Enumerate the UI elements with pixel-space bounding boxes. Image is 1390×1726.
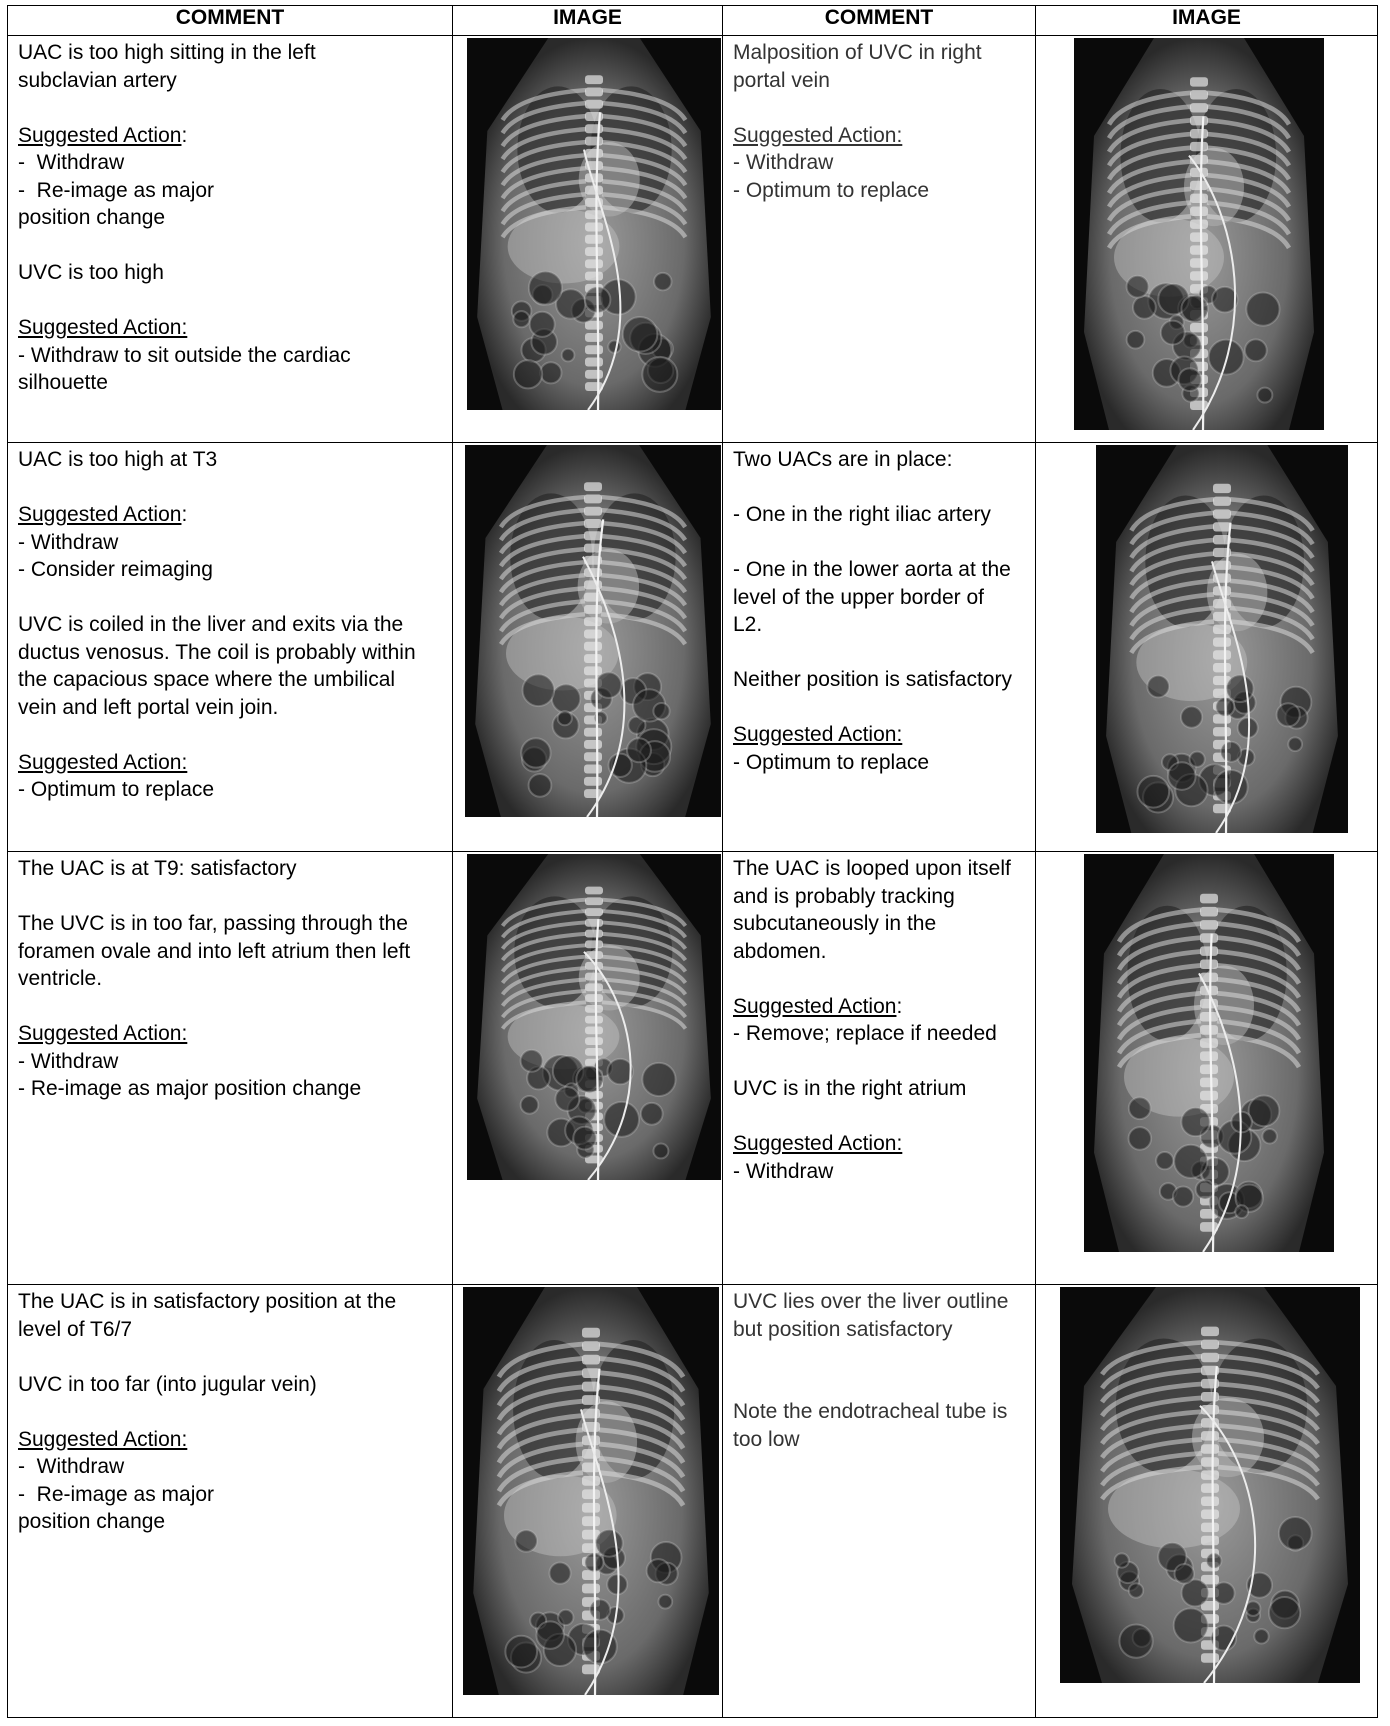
comment-cell-right: [723, 1285, 1036, 1718]
comment-line: [18, 474, 442, 502]
comment-line: [18, 342, 442, 370]
comment-line: [18, 965, 442, 993]
comment-text: Two UACs are in place:: [733, 448, 953, 471]
suggested-action-heading: Suggested Action:: [18, 750, 188, 774]
image-cell-left: [453, 1285, 723, 1718]
comment-text: Note the endotracheal tube is: [733, 1400, 1008, 1423]
comment-line: [733, 1020, 1025, 1048]
comment-text: portal vein: [733, 68, 830, 92]
comment-text: too low: [733, 1427, 800, 1451]
comment-line: [18, 149, 442, 177]
comment-text: - Withdraw: [18, 1049, 119, 1073]
comment-cell-left: [8, 852, 453, 1285]
comment-text: - One in the right iliac artery: [733, 503, 991, 526]
comment-line: [18, 177, 442, 205]
comment-line: [733, 639, 1025, 667]
table-row: [8, 443, 1378, 852]
comment-line: [733, 666, 1025, 694]
comment-line: [733, 1426, 1025, 1454]
comment-text: Malposition of UVC in right: [733, 41, 982, 64]
comment-text: - Re-image as major: [18, 178, 215, 202]
comment-line: [733, 446, 1025, 474]
image-cell-right: [1036, 36, 1378, 443]
xray-image: [463, 1287, 719, 1695]
comment-text: - Withdraw: [733, 1159, 834, 1183]
comment-line: [733, 938, 1025, 966]
comment-text: subcutaneously in the: [733, 912, 937, 935]
comment-text: - Optimum to replace: [733, 178, 930, 202]
comment-text: - Withdraw: [18, 530, 119, 554]
comment-line: [18, 39, 442, 67]
comment-text-suffix: :: [896, 994, 903, 1018]
comment-text: and is probably tracking: [733, 884, 955, 908]
comment-line: [733, 39, 1025, 67]
comment-line: [18, 94, 442, 122]
comment-text: - Consider reimaging: [18, 558, 213, 581]
comment-text: subclavian artery: [18, 68, 177, 92]
xray-image: [467, 854, 721, 1180]
comment-line: [733, 94, 1025, 122]
comment-line: [733, 67, 1025, 95]
comment-line: [18, 1316, 442, 1344]
comment-text: UVC in too far (into jugular vein): [18, 1372, 317, 1396]
comment-line: [733, 529, 1025, 557]
comment-line: [18, 776, 442, 804]
xray-image: [467, 38, 721, 410]
comment-line: [18, 204, 442, 232]
comment-cell-right: [723, 852, 1036, 1285]
comment-cell-right: [723, 443, 1036, 852]
comment-line: [733, 122, 1025, 150]
comment-line: [18, 287, 442, 315]
suggested-action-heading: Suggested Action: [733, 994, 897, 1018]
comment-line: [18, 1020, 442, 1048]
comment-line: [18, 1508, 442, 1536]
comment-text: - Withdraw: [18, 151, 125, 174]
xray-image: [1060, 1287, 1360, 1683]
comment-line: [18, 721, 442, 749]
comment-text: L2.: [733, 613, 763, 636]
comment-text: - Optimum to replace: [18, 778, 215, 801]
comment-text: abdomen.: [733, 939, 827, 963]
comment-line: [18, 1481, 442, 1509]
suggested-action-heading: Suggested Action:: [18, 316, 188, 339]
comment-cell-left: [8, 1285, 453, 1718]
comment-text: level of T6/7: [18, 1317, 133, 1341]
comment-text: foramen ovale and into left atrium then left: [18, 939, 411, 963]
comment-text: UVC is in the right atrium: [733, 1077, 967, 1100]
header-image: IMAGE: [1036, 6, 1378, 36]
suggested-action-heading: Suggested Action:: [733, 123, 903, 147]
comment-line: [18, 938, 442, 966]
xray-image: [1074, 38, 1324, 430]
comment-line: [18, 584, 442, 612]
comment-line: [733, 474, 1025, 502]
comment-line: [733, 611, 1025, 639]
comment-line: [733, 749, 1025, 777]
comment-cell-left: [8, 443, 453, 852]
comment-text: The UAC is at T9: satisfactory: [18, 857, 297, 880]
table-row: [8, 36, 1378, 443]
suggested-action-heading: Suggested Action:: [18, 1022, 188, 1045]
comment-text: the capacious space where the umbilical: [18, 668, 396, 691]
catheter-position-table: [7, 5, 1378, 1718]
image-cell-left: [453, 36, 723, 443]
comment-line: [18, 1398, 442, 1426]
comment-text-suffix: :: [181, 123, 188, 147]
comment-text: UVC is too high: [18, 261, 164, 284]
comment-text: - Withdraw to sit outside the cardiac: [18, 343, 351, 367]
comment-line: [18, 749, 442, 777]
header-comment: COMMENT: [723, 6, 1036, 36]
comment-line: [18, 259, 442, 287]
comment-line: [733, 1316, 1025, 1344]
comment-line: [18, 1426, 442, 1454]
comment-line: [18, 369, 442, 397]
comment-text: position change: [18, 206, 166, 229]
comment-line: [18, 993, 442, 1021]
xray-image: [1084, 854, 1334, 1252]
comment-cell-right: [723, 36, 1036, 443]
comment-text: UVC is coiled in the liver and exits via the: [18, 613, 404, 636]
comment-line: [18, 1453, 442, 1481]
image-cell-right: [1036, 1285, 1378, 1718]
comment-text: The UAC is looped upon itself: [733, 857, 1011, 880]
comment-text: UAC is too high at T3: [18, 448, 218, 471]
comment-text: - Remove; replace if needed: [733, 1022, 997, 1045]
image-cell-left: [453, 443, 723, 852]
table-row: [8, 852, 1378, 1285]
comment-line: [733, 556, 1025, 584]
image-cell-right: [1036, 852, 1378, 1285]
comment-line: [18, 501, 442, 529]
comment-line: [733, 149, 1025, 177]
comment-line: [18, 556, 442, 584]
xray-image: [1096, 445, 1348, 833]
comment-line: [18, 910, 442, 938]
comment-text: Neither position is satisfactory: [733, 668, 1012, 691]
suggested-action-heading: Suggested Action:: [733, 723, 903, 746]
comment-line: [18, 694, 442, 722]
comment-line: [733, 1288, 1025, 1316]
header-image: IMAGE: [453, 6, 723, 36]
comment-line: [733, 1371, 1025, 1399]
xray-image: [465, 445, 721, 817]
comment-text: - Re-image as major: [18, 1482, 215, 1506]
comment-line: [18, 639, 442, 667]
comment-line: [733, 694, 1025, 722]
comment-line: [18, 1343, 442, 1371]
comment-line: [18, 611, 442, 639]
comment-text: UVC lies over the liver outline: [733, 1290, 1009, 1313]
comment-text: vein and left portal vein join.: [18, 695, 279, 719]
header-row: [8, 6, 1378, 36]
comment-line: [18, 446, 442, 474]
comment-line: [733, 1103, 1025, 1131]
suggested-action-heading: Suggested Action: [18, 503, 182, 526]
comment-line: [733, 1398, 1025, 1426]
table-row: [8, 1285, 1378, 1718]
comment-line: [733, 855, 1025, 883]
comment-text: - Withdraw: [18, 1455, 125, 1478]
comment-text: The UAC is in satisfactory position at the: [18, 1290, 397, 1313]
comment-line: [18, 666, 442, 694]
image-cell-left: [453, 852, 723, 1285]
comment-line: [18, 529, 442, 557]
comment-line: [18, 67, 442, 95]
comment-text: ventricle.: [18, 967, 103, 990]
comment-line: [733, 993, 1025, 1021]
comment-cell-left: [8, 36, 453, 443]
comment-text: UAC is too high sitting in the left: [18, 41, 316, 64]
comment-line: [18, 883, 442, 911]
suggested-action-heading: Suggested Action:: [18, 1427, 188, 1451]
comment-line: [18, 1048, 442, 1076]
comment-text: silhouette: [18, 371, 108, 394]
comment-line: [18, 855, 442, 883]
comment-line: [18, 1288, 442, 1316]
comment-line: [733, 965, 1025, 993]
comment-line: [18, 122, 442, 150]
comment-text: position change: [18, 1510, 166, 1533]
comment-text: - Optimum to replace: [733, 750, 930, 774]
comment-line: [18, 1075, 442, 1103]
comment-line: [733, 1130, 1025, 1158]
comment-text: - Re-image as major position change: [18, 1077, 362, 1100]
header-comment: COMMENT: [8, 6, 453, 36]
comment-line: [733, 721, 1025, 749]
comment-line: [733, 1048, 1025, 1076]
image-cell-right: [1036, 443, 1378, 852]
comment-text: ductus venosus. The coil is probably within: [18, 640, 416, 664]
comment-line: [733, 177, 1025, 205]
comment-text: - One in the lower aorta at the: [733, 558, 1011, 581]
comment-line: [733, 501, 1025, 529]
suggested-action-heading: Suggested Action:: [733, 1132, 903, 1155]
comment-line: [733, 584, 1025, 612]
comment-line: [18, 1371, 442, 1399]
comment-line: [733, 1075, 1025, 1103]
comment-line: [733, 910, 1025, 938]
comment-text: but position satisfactory: [733, 1317, 953, 1341]
comment-line: [18, 232, 442, 260]
comment-line: [18, 314, 442, 342]
comment-line: [733, 883, 1025, 911]
comment-text: - Withdraw: [733, 151, 834, 174]
comment-text-suffix: :: [181, 503, 188, 526]
suggested-action-heading: Suggested Action: [18, 123, 182, 147]
comment-text: level of the upper border of: [733, 585, 984, 609]
comment-line: [733, 1158, 1025, 1186]
comment-line: [733, 1343, 1025, 1371]
comment-text: The UVC is in too far, passing through the: [18, 912, 408, 935]
